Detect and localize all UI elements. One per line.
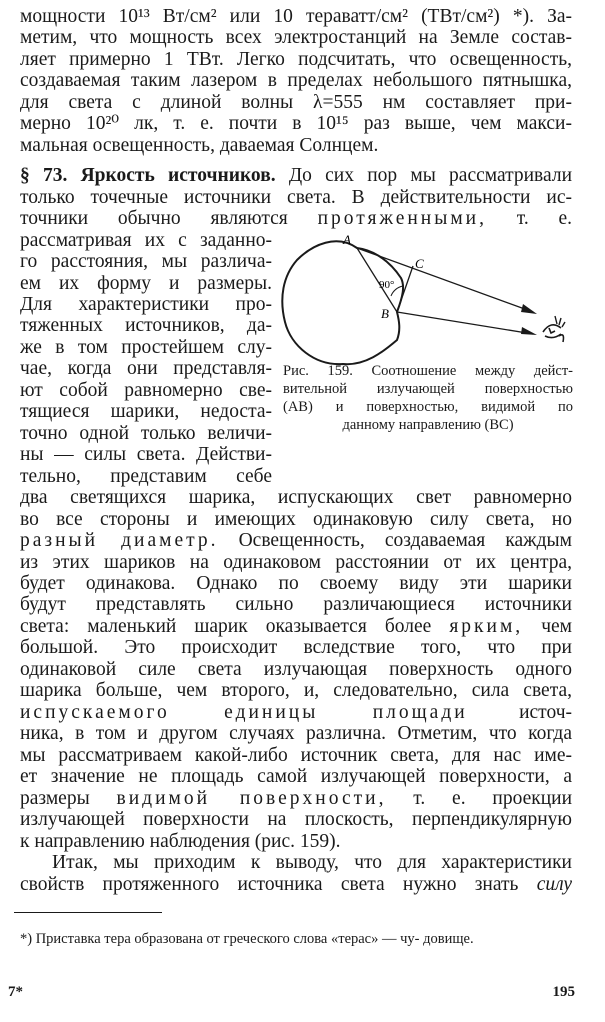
section-heading: § 73. Яркость источников.	[20, 165, 276, 187]
text-line: из этих шариков на одинаковом расстоянии от их центра,	[20, 551, 572, 573]
text-fragment: Освещенность, создаваемая каждым	[238, 530, 572, 552]
text-line: одинаковой силе света излучающая поверхность одного	[20, 658, 572, 680]
label-b: B	[381, 306, 389, 321]
eye-icon	[543, 316, 565, 342]
footnote-rule	[14, 912, 162, 913]
text-line: ника, в том и другом случаях различна. Отметим, что когда	[20, 723, 572, 745]
text-fragment: т. е.	[516, 208, 572, 230]
extended-source-outline	[282, 241, 403, 364]
text-line: для света с длиной волны λ=555 нм составляет при-	[20, 91, 572, 113]
text-line: точно одной только величи-	[20, 422, 272, 444]
caption-line: Рис. 159. Соотношение между дейст-	[283, 362, 573, 379]
text-line: два светящихся шарика, испускающих свет равномерно	[20, 487, 572, 509]
text-line: ет значение не площадь самой излучающей поверхности, а	[20, 766, 572, 788]
text-line: будут представлять сильно различающиеся источники	[20, 594, 572, 616]
text-line: Итак, мы приходим к выводу, что для характеристики	[52, 852, 572, 874]
text-fragment: источ-	[519, 701, 572, 723]
italic-term: силу	[536, 873, 572, 895]
text-fragment: чем	[541, 615, 572, 637]
caption-line: (AB) и поверхностью, видимой по	[283, 398, 573, 415]
spaced-term: испускаемого единицы площади	[20, 701, 468, 723]
text-line: мерно 10²⁰ лк, т. е. почти в 10¹⁵ раз выше, чем макси-	[20, 113, 572, 135]
text-line	[20, 530, 572, 552]
text-line: шарика больше, чем второго, и, следовательно, сила света,	[20, 680, 572, 702]
text-line: тящиеся шарики, недоста-	[20, 401, 272, 423]
spaced-term: ярким,	[449, 615, 524, 637]
text-line: тельно, представим себе	[20, 465, 272, 487]
footnote-line: *) Приставка тера образована от греческого слова «терас» — чу-	[20, 931, 420, 947]
text-line: во все стороны и имеющих одинаковую силу света, но	[20, 508, 572, 530]
text-line: излучающей поверхности на плоскость, перпендикулярную	[20, 809, 572, 831]
arrowhead-b	[521, 327, 537, 335]
arrowhead-a	[521, 304, 537, 314]
text-line: ют собой равномерно све-	[20, 379, 272, 401]
text-line: го расстояния, мы различа-	[20, 251, 272, 273]
text-line: к направлению наблюдения (рис. 159).	[20, 830, 341, 852]
text-line	[20, 874, 572, 896]
text-line: Для характеристики про-	[20, 293, 272, 315]
text-line: ны — силы света. Действи-	[20, 444, 272, 466]
text-line: ем их форму и размеры.	[20, 272, 272, 294]
spaced-term: протяженными,	[317, 208, 487, 230]
figure-caption	[283, 362, 573, 434]
text-line: рассматривая их с заданно-	[20, 229, 272, 251]
text-line: ляет примерно 1 ТВт. Легко подсчитать, что освещенность,	[20, 48, 572, 70]
visible-projection-bc	[397, 266, 413, 312]
text-fragment: размеры	[20, 787, 90, 809]
page-number: 195	[552, 984, 575, 1000]
figure-159	[275, 226, 580, 376]
text-line	[20, 616, 572, 638]
text-line: создаваемая таким лазером в пределах небольшого пятнышка,	[20, 70, 572, 92]
footnote	[20, 930, 572, 948]
footnote-line: довище.	[423, 931, 474, 947]
text-line: мы рассматриваем какой-либо источник света, для нас име-	[20, 744, 572, 766]
section-heading-line	[20, 165, 572, 187]
text-line: только точечные источники света. В действительности ис-	[20, 186, 572, 208]
angle-label: 90°	[379, 279, 395, 291]
ray-from-b	[397, 312, 533, 334]
text-line: чае, когда они представля-	[20, 358, 272, 380]
text-line: тяженных источников, да-	[20, 315, 272, 337]
text-line: большой. Это происходит вследствие того, что при	[20, 637, 572, 659]
text-fragment: т. е. проекции	[413, 787, 572, 809]
text-fragment: точники обычно являются	[20, 208, 288, 230]
text-fragment: До сих пор мы рассматривали	[288, 165, 572, 187]
spaced-term: разный диаметр.	[20, 530, 219, 552]
label-c: C	[415, 256, 424, 271]
text-line: метим, что мощность всех электростанций на Земле состав-	[20, 27, 572, 49]
caption-line: данному направлению (BC)	[342, 416, 514, 433]
caption-line: вительной излучающей поверхностью	[283, 380, 573, 397]
text-fragment: света: маленький шарик оказывается более	[20, 615, 432, 637]
spaced-term: видимой поверхности,	[116, 787, 387, 809]
text-line: мощности 10¹³ Вт/см² или 10 тераватт/см² (ТВт/см²) *). За-	[20, 6, 572, 27]
text-line	[20, 788, 572, 810]
text-line: мальная освещенность, даваемая Солнцем.	[20, 134, 379, 156]
text-line: будет одинакова. Однако по своему виду эти шарики	[20, 573, 572, 595]
text-line	[20, 702, 572, 724]
label-a: A	[343, 232, 351, 247]
text-line: же в том простейшем слу-	[20, 336, 272, 358]
text-fragment: свойств протяженного источника света нужно знать	[20, 873, 519, 895]
signature-mark: 7*	[8, 984, 23, 1000]
